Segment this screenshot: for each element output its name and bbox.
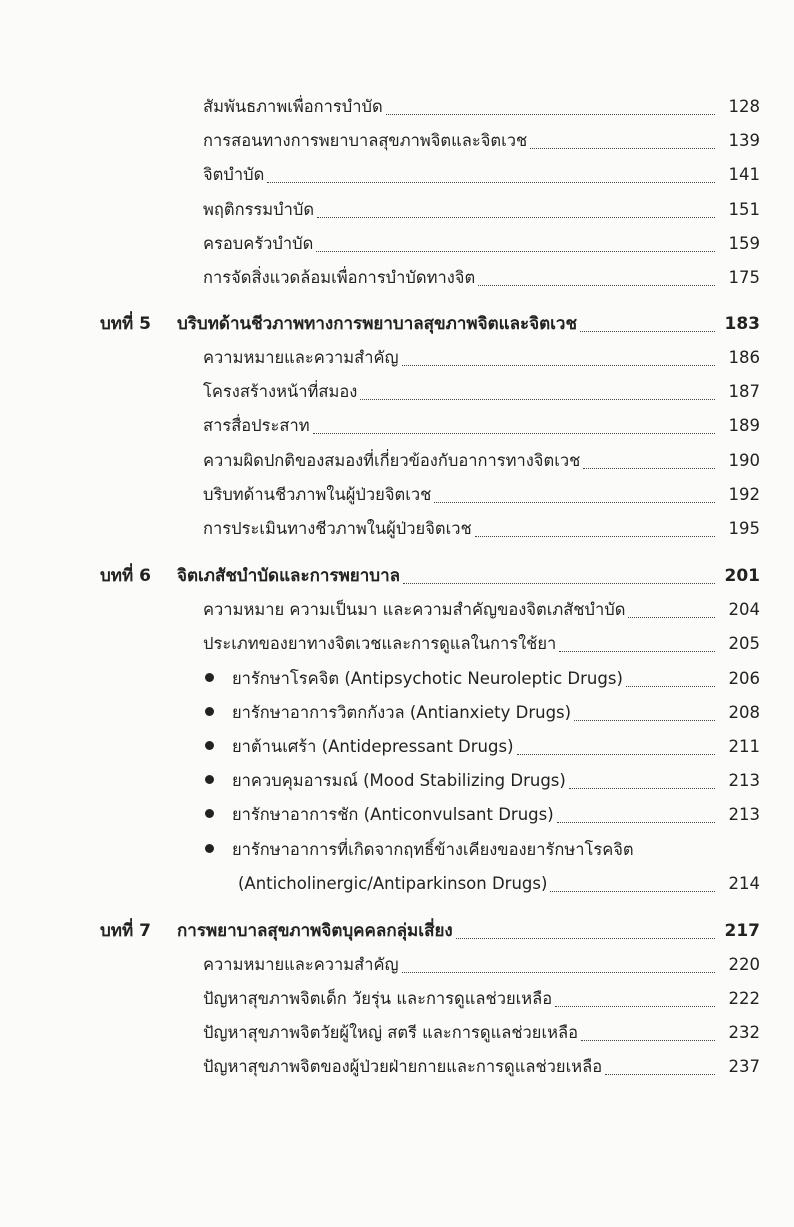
- bullet-icon: [205, 809, 214, 818]
- leader-dots: [402, 971, 715, 973]
- bullet-icon: [205, 707, 214, 716]
- toc-bullet-entry: [0, 698, 794, 728]
- chapter-heading: [0, 916, 794, 946]
- leader-dots: [605, 1073, 715, 1075]
- toc-entry: [0, 1018, 794, 1048]
- leader-dots: [475, 535, 715, 537]
- page-number: 186: [728, 348, 760, 367]
- page-number: 183: [724, 314, 760, 334]
- page-number: 151: [728, 200, 760, 219]
- entry-title: การสอนทางการพยาบาลสุขภาพจิตและจิตเวช: [203, 131, 528, 150]
- bullet-icon: [205, 673, 214, 682]
- page-number: 222: [728, 989, 760, 1008]
- entry-title: ปัญหาสุขภาพจิตของผู้ป่วยฝ่ายกายและการดูแลช่วยเหลือ: [203, 1057, 603, 1076]
- toc-entry: [0, 160, 794, 190]
- entry-title: ปัญหาสุขภาพจิตเด็ก วัยรุ่น และการดูแลช่วยเหลือ: [203, 989, 553, 1008]
- toc-entry: [0, 514, 794, 544]
- page-number: 187: [728, 382, 760, 401]
- leader-dots: [580, 330, 715, 332]
- chapter-title: บริบทด้านชีวภาพทางการพยาบาลสุขภาพจิตและจิตเวช: [177, 314, 578, 334]
- bullet-icon: [205, 775, 214, 784]
- leader-dots: [557, 821, 715, 823]
- page-number: 208: [728, 703, 760, 722]
- leader-dots: [583, 467, 715, 469]
- page-number: 213: [728, 771, 760, 790]
- toc-entry: [0, 984, 794, 1014]
- leader-dots: [456, 937, 715, 939]
- leader-dots: [628, 616, 715, 618]
- leader-dots: [530, 147, 715, 149]
- page-number: 159: [728, 234, 760, 253]
- entry-title: ยารักษาอาการชัก (Anticonvulsant Drugs): [232, 805, 554, 824]
- leader-dots: [478, 284, 715, 286]
- page-number: 217: [724, 921, 760, 941]
- chapter-title: การพยาบาลสุขภาพจิตบุคคลกลุ่มเสี่ยง: [177, 921, 453, 941]
- page-number: 141: [728, 165, 760, 184]
- leader-dots: [403, 582, 715, 584]
- page-number: 189: [728, 416, 760, 435]
- page-number: 237: [728, 1057, 760, 1076]
- page-number: 220: [728, 955, 760, 974]
- chapter-number: บทที่ 6: [100, 566, 151, 586]
- entry-title: ประเภทของยาทางจิตเวชและการดูแลในการใช้ยา: [203, 634, 557, 653]
- toc-entry: [0, 411, 794, 441]
- toc-entry: [0, 446, 794, 476]
- entry-title: ครอบครัวบำบัด: [203, 234, 314, 253]
- chapter-number: บทที่ 5: [100, 314, 151, 334]
- entry-title: สารสื่อประสาท: [203, 416, 310, 435]
- toc-bullet-entry: [0, 835, 794, 865]
- entry-title: ความหมาย ความเป็นมา และความสำคัญของจิตเภสัชบำบัด: [203, 600, 626, 619]
- page-number: 175: [728, 268, 760, 287]
- chapter-title: จิตเภสัชบำบัดและการพยาบาล: [177, 566, 401, 586]
- entry-title: จิตบำบัด: [203, 165, 265, 184]
- leader-dots: [267, 181, 715, 183]
- toc-entry: [0, 595, 794, 625]
- leader-dots: [386, 113, 715, 115]
- toc-entry: [0, 195, 794, 225]
- toc-bullet-entry: [0, 664, 794, 694]
- leader-dots: [550, 890, 715, 892]
- toc-entry: [0, 629, 794, 659]
- leader-dots: [316, 250, 715, 252]
- entry-title: ยารักษาโรคจิต (Antipsychotic Neuroleptic Drugs): [232, 669, 623, 688]
- page-number: 190: [728, 451, 760, 470]
- page-number: 139: [728, 131, 760, 150]
- entry-title: บริบทด้านชีวภาพในผู้ป่วยจิตเวช: [203, 485, 432, 504]
- page-number: 204: [728, 600, 760, 619]
- entry-title: ยารักษาอาการวิตกกังวล (Antianxiety Drugs): [232, 703, 572, 722]
- toc-entry: [0, 229, 794, 259]
- entry-title: ยารักษาอาการที่เกิดจากฤทธิ์ข้างเคียงของยารักษาโรคจิต: [232, 840, 634, 859]
- entry-title: การจัดสิ่งแวดล้อมเพื่อการบำบัดทางจิต: [203, 268, 476, 287]
- toc-entry: [0, 92, 794, 122]
- leader-dots: [569, 787, 715, 789]
- leader-dots: [313, 432, 715, 434]
- leader-dots: [626, 685, 715, 687]
- page-number: 192: [728, 485, 760, 504]
- page-number: 201: [724, 566, 760, 586]
- page-number: 211: [728, 737, 760, 756]
- toc-bullet-entry: [0, 800, 794, 830]
- page-number: 195: [728, 519, 760, 538]
- chapter-heading: [0, 309, 794, 339]
- entry-title: ความหมายและความสำคัญ: [203, 348, 399, 367]
- leader-dots: [317, 216, 715, 218]
- leader-dots: [555, 1005, 715, 1007]
- leader-dots: [402, 364, 715, 366]
- toc-entry: [0, 377, 794, 407]
- toc-bullet-entry: [0, 732, 794, 762]
- toc-entry: [0, 126, 794, 156]
- leader-dots: [559, 650, 715, 652]
- entry-title: การประเมินทางชีวภาพในผู้ป่วยจิตเวช: [203, 519, 472, 538]
- toc-entry: [0, 1052, 794, 1082]
- page-number: 206: [728, 669, 760, 688]
- entry-title: สัมพันธภาพเพื่อการบำบัด: [203, 97, 383, 116]
- page-number: 232: [728, 1023, 760, 1042]
- leader-dots: [517, 753, 715, 755]
- leader-dots: [434, 501, 715, 503]
- entry-title: ความผิดปกติของสมองที่เกี่ยวข้องกับอาการทางจิตเวช: [203, 451, 581, 470]
- leader-dots: [574, 719, 715, 721]
- page-number: 205: [728, 634, 760, 653]
- bullet-icon: [205, 844, 214, 853]
- leader-dots: [581, 1039, 715, 1041]
- entry-title: โครงสร้างหน้าที่สมอง: [203, 382, 358, 401]
- toc-entry-continuation: [0, 869, 794, 899]
- page-number: 128: [728, 97, 760, 116]
- page-number: 213: [728, 805, 760, 824]
- toc-entry: [0, 263, 794, 293]
- bullet-icon: [205, 741, 214, 750]
- entry-title: ยาต้านเศร้า (Antidepressant Drugs): [232, 737, 514, 756]
- entry-title: พฤติกรรมบำบัด: [203, 200, 315, 219]
- chapter-number: บทที่ 7: [100, 921, 151, 941]
- entry-title-continued: (Anticholinergic/Antiparkinson Drugs): [238, 874, 548, 893]
- toc-entry: [0, 950, 794, 980]
- leader-dots: [360, 398, 715, 400]
- entry-title: ความหมายและความสำคัญ: [203, 955, 399, 974]
- chapter-heading: [0, 561, 794, 591]
- page-number: 214: [728, 874, 760, 893]
- entry-title: ยาควบคุมอารมณ์ (Mood Stabilizing Drugs): [232, 771, 566, 790]
- toc-entry: [0, 343, 794, 373]
- toc-bullet-entry: [0, 766, 794, 796]
- entry-title: ปัญหาสุขภาพจิตวัยผู้ใหญ่ สตรี และการดูแลช่วยเหลือ: [203, 1023, 579, 1042]
- toc-entry: [0, 480, 794, 510]
